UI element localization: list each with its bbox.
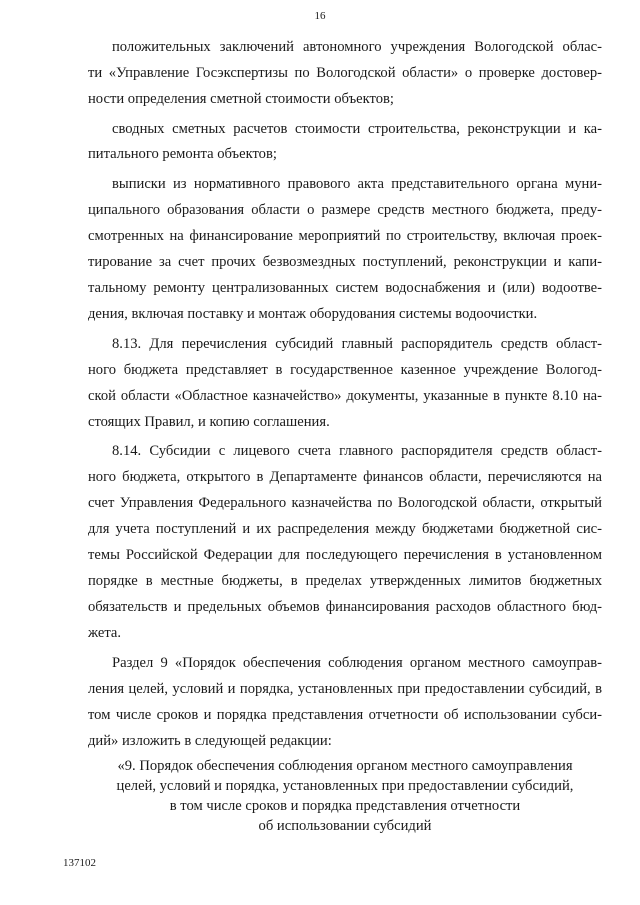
paragraph-line: сводных сметных расчетов стоимости строительства, реконструкции и ка- (112, 121, 602, 137)
paragraph-line: ской области «Областное казначейство» документы, указанные в пункте 8.10 на- (88, 388, 602, 404)
paragraph-line: ного бюджета представляет в государственное казенное учреждение Вологод- (88, 362, 602, 378)
paragraph-line: ти «Управление Госэкспертизы по Вологодской области» о проверке достовер- (88, 65, 602, 81)
section-heading-line: «9. Порядок обеспечения соблюдения органом местного самоуправления (117, 758, 573, 774)
paragraph-line: Раздел 9 «Порядок обеспечения соблюдения органом местного самоуправ- (112, 655, 602, 671)
paragraph-line: для учета поступлений и их распределения между бюджетами бюджетной сис- (88, 521, 602, 537)
page-number: 16 (314, 10, 326, 22)
paragraph-line: ного бюджета, открытого в Департаменте финансов области, перечисляются на (88, 469, 602, 485)
paragraph-line: дения, включая поставку и монтаж оборудования системы водоочистки. (88, 306, 538, 322)
paragraph-line: стоящих Правил, и копию соглашения. (88, 414, 330, 430)
paragraph-line: 8.14. Субсидии с лицевого счета главного распорядителя средств област- (112, 443, 602, 459)
paragraph-line: смотренных на финансирование мероприятий по строительству, включая проек- (88, 228, 602, 244)
section-heading-line: об использовании субсидий (258, 818, 432, 834)
paragraph-line: дий» изложить в следующей редакции: (88, 733, 332, 749)
paragraph-line: положительных заключений автономного учреждения Вологодской облас- (112, 39, 602, 55)
paragraph-line: жета. (88, 625, 122, 641)
section-heading-line: в том числе сроков и порядка представления отчетности (169, 798, 521, 814)
paragraph-line: выписки из нормативного правового акта представительного органа муни- (112, 176, 602, 192)
section-heading-line: целей, условий и порядка, установленных при предоставлении субсидий, (116, 778, 574, 794)
paragraph-line: счет Управления Федерального казначейства по Вологодской области, открытый (88, 495, 602, 511)
paragraph-line: ципального образования области о размере средств местного бюджета, преду- (88, 202, 602, 218)
paragraph-line: порядке в местные бюджеты, в пределах утвержденных лимитов бюджетных (88, 573, 602, 589)
paragraph-line: ности определения сметной стоимости объектов; (88, 91, 394, 107)
paragraph-line: тирование за счет прочих безвозмездных поступлений, реконструкции и капи- (88, 254, 602, 270)
paragraph-line: темы Российской Федерации для последующего перечисления в установленном (88, 547, 602, 563)
paragraph-line: ления целей, условий и порядка, установленных при предоставлении субсидий, в (88, 681, 602, 697)
paragraph-line: 8.13. Для перечисления субсидий главный распорядитель средств област- (112, 336, 602, 352)
footer-code: 137102 (63, 857, 96, 869)
paragraph-line: обязательств и предельных объемов финансирования расходов областного бюд- (88, 599, 602, 615)
paragraph-line: тальному ремонту централизованных систем водоснабжения и (или) водоотве- (88, 280, 602, 296)
paragraph-line: питального ремонта объектов; (88, 146, 277, 162)
paragraph-line: том числе сроков и порядка представления отчетности об использовании субси- (88, 707, 602, 723)
